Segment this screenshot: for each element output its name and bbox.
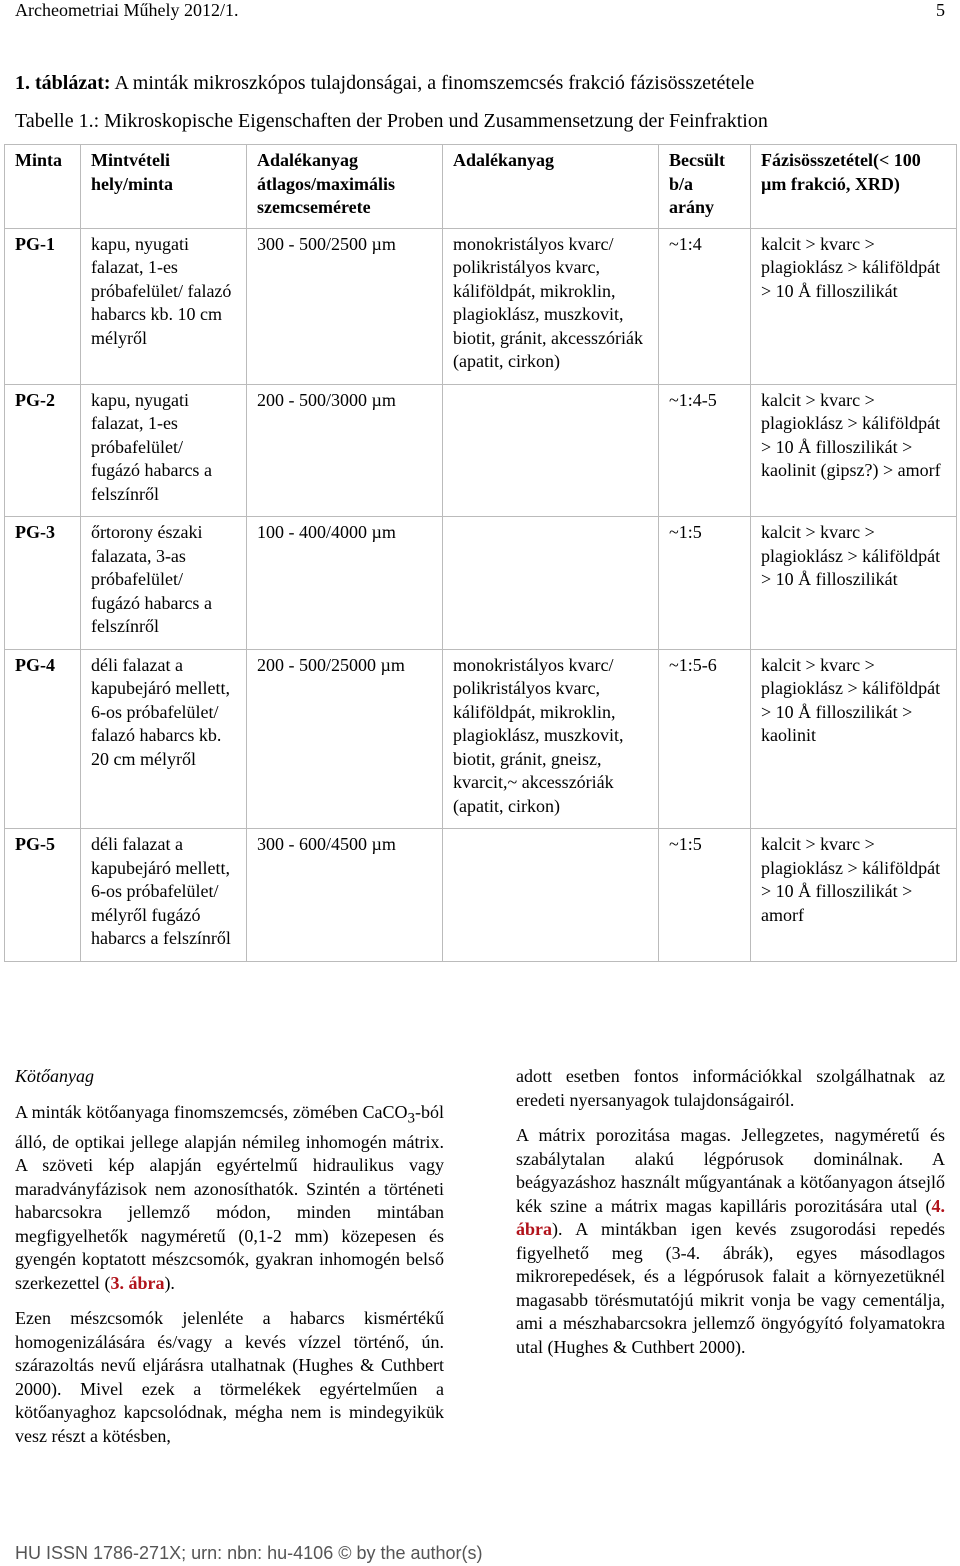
sample-location: őrtorony északi falazata, 3-as próbafelület/ fugázó habarcs a felszínről [81,517,247,650]
grain-size: 300 - 600/4500 µm [247,829,443,962]
samples-table [4,144,957,962]
sample-location: kapu, nyugati falazat, 1-es próbafelület/ fugázó habarcs a felszínről [81,384,247,517]
aggregate [443,829,659,962]
aggregate: monokristályos kvarc/ polikristályos kvarc, káliföldpát, mikroklin, plagioklász, muszkovit, biotit, gránit, gneisz, kvarcit,~ akcesszóriák (apatit, cirkon) [443,649,659,829]
col-header-aggregate: Adalékanyag [443,145,659,229]
binder-aggregate-ratio: ~1:5 [659,829,751,962]
paragraph [516,1124,945,1359]
caption-label-de: Tabelle 1. [15,110,94,132]
binder-aggregate-ratio: ~1:5-6 [659,649,751,829]
col-header-ratio: Becsült b/a arány [659,145,751,229]
page-number: 5 [936,0,945,20]
table-row [5,517,957,650]
phase-composition: kalcit > kvarc > plagioklász > káliföldpát > 10 Å filloszilikát > kaolinit (gipsz?) > amorf [751,384,957,517]
table-caption-german [15,110,768,133]
phase-composition: kalcit > kvarc > plagioklász > káliföldpát > 10 Å filloszilikát [751,228,957,384]
paragraph-text: ). A mintákban igen kevés zsugorodási repedés figyelhető meg (3-4. ábrák), egyes másodlagos mikrorepedések, és a légpórusok falait a környezetüknél magasabb törésmutatójú mikrit vonja be vagy cementálja, ami a mészhabarcsokra jellemző öngyógyító folyamatokra utal (Hughes & Cuthbert 2000). [516,1219,945,1357]
paragraph: Ezen mészcsomók jelenléte a habarcs kismértékű homogenizálására és/vagy a kevés vízzel történő, ún. szárazoltás nevű eljárásra utalhatnak (Hughes & Cuthbert 2000). Mivel ezek a törmelékek egyértelműen a kötőanyaghoz kapcsolódnak, mégha nem is mindegyikük vesz részt a kötésben, [15,1308,444,1446]
caption-text-de: : Mikroskopische Eigenschaften der Proben und Zusammensetzung der Feinfraktion [93,110,768,132]
table-row [5,829,957,962]
binder-aggregate-ratio: ~1:4-5 [659,384,751,517]
right-text-column [516,1065,945,1371]
caption-text-hu: A minták mikroszkópos tulajdonságai, a finomszemcsés frakció fázisösszetétele [110,72,755,94]
grain-size: 100 - 400/4000 µm [247,517,443,650]
binder-aggregate-ratio: ~1:4 [659,228,751,384]
sample-location: déli falazat a kapubejáró mellett, 6-os próbafelület/ mélyről fugázó habarcs a felszínről [81,829,247,962]
aggregate: monokristályos kvarc/ polikristályos kvarc, káliföldpát, mikroklin, plagioklász, muszkovit, biotit, gránit, akcesszóriák (apatit, cirkon) [443,228,659,384]
table-caption-hungarian [15,72,754,95]
aggregate [443,384,659,517]
journal-title: Archeometriai Műhely 2012/1. [15,0,239,20]
left-text-column [15,1065,444,1460]
paragraph: adott esetben fontos információkkal szolgálhatnak az eredeti nyersanyagok tulajdonságairól. [516,1066,945,1110]
paragraph-text: A mátrix porozitása magas. Jellegzetes, nagyméretű és szabálytalan alakú légpórusok dominálnak. A beágyazáshoz használt műgyantának a kötőanyagon átsejlő kék szine a mátrix magas kapilláris porozitására utal ( [516,1125,945,1216]
page-footer: HU ISSN 1786-271X; urn: nbn: hu-4106 © by the author(s) [15,1543,483,1563]
section-heading: Kötőanyag [15,1066,94,1086]
grain-size: 200 - 500/3000 µm [247,384,443,517]
table-row [5,384,957,517]
col-header-location: Mintvételi hely/minta [81,145,247,229]
sample-id: PG-3 [5,517,81,650]
caption-label-hu: 1. táblázat: [15,72,111,94]
sample-id: PG-1 [5,228,81,384]
col-header-sample: Minta [5,145,81,229]
table-header-row [5,145,957,229]
col-header-grain-size: Adalékanyag átlagos/maximális szemcsemérete [247,145,443,229]
page-header [15,0,945,24]
paragraph-text: -ból álló, de optikai jellege alapján némileg inhomogén mátrix. A szöveti kép alapján egyértelmű hidraulikus vagy maradványfázisok nem azonosíthatók. Szintén a történeti habarcsokra jellemző módon, minden mintában megfigyelhetők nagyméretű (0,1-2 mm) közepesen és gyengén koptatott mészcsomók, gyakran inhomogén belső szerkezettel ( [15,1101,444,1293]
phase-composition: kalcit > kvarc > plagioklász > káliföldpát > 10 Å filloszilikát > amorf [751,829,957,962]
sample-location: kapu, nyugati falazat, 1-es próbafelület/ falazó habarcs kb. 10 cm mélyről [81,228,247,384]
sample-location: déli falazat a kapubejáró mellett, 6-os próbafelület/ falazó habarcs kb. 20 cm mélyről [81,649,247,829]
sample-id: PG-4 [5,649,81,829]
figure-reference-link[interactable]: 4. ábra [516,1195,945,1239]
paragraph-text: ). [164,1272,175,1293]
sample-id: PG-5 [5,829,81,962]
paragraph [15,1101,444,1296]
table-row [5,228,957,384]
sample-id: PG-2 [5,384,81,517]
figure-reference-link[interactable]: 3. ábra [110,1272,165,1293]
binder-aggregate-ratio: ~1:5 [659,517,751,650]
phase-composition: kalcit > kvarc > plagioklász > káliföldpát > 10 Å filloszilikát [751,517,957,650]
table-row [5,649,957,829]
col-header-phase: Fázisösszetétel(< 100 µm frakció, XRD) [751,145,957,229]
aggregate [443,517,659,650]
paragraph-text: A minták kötőanyaga finomszemcsés, zömében CaCO [15,1101,408,1122]
phase-composition: kalcit > kvarc > plagioklász > káliföldpát > 10 Å filloszilikát > kaolinit [751,649,957,829]
grain-size: 300 - 500/2500 µm [247,228,443,384]
subscript: 3 [407,1110,415,1127]
grain-size: 200 - 500/25000 µm [247,649,443,829]
